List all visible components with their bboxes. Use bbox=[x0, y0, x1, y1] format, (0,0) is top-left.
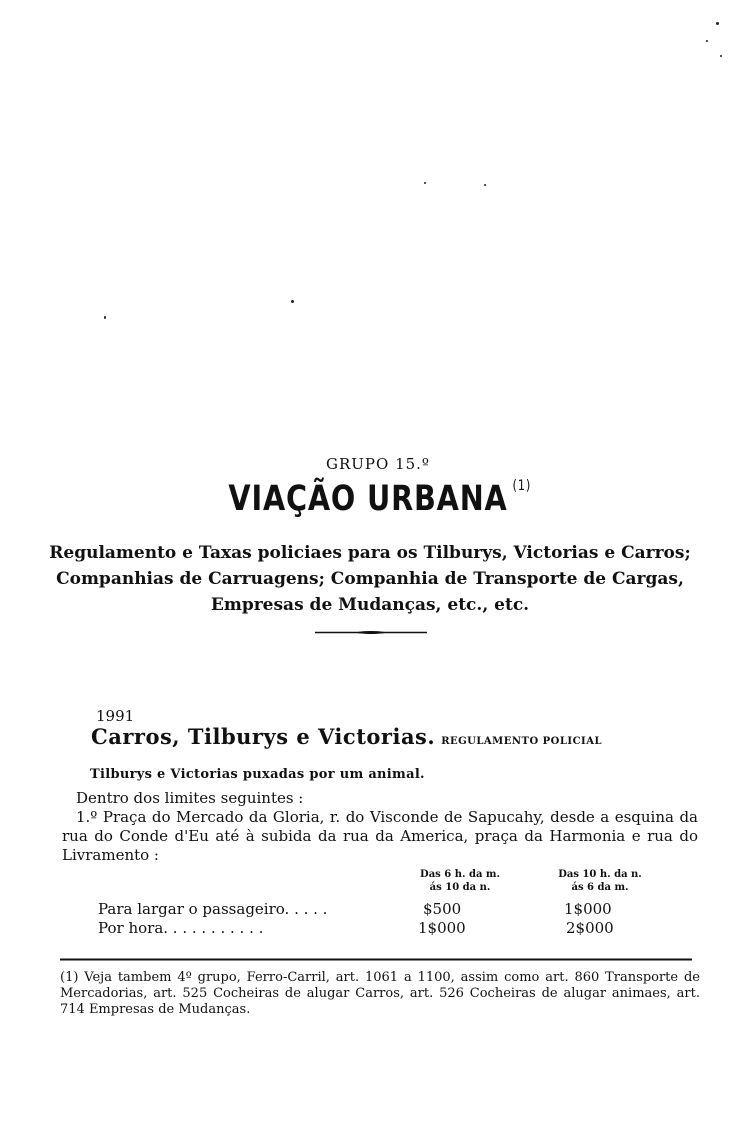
scan-speck bbox=[484, 184, 486, 186]
subtitle bbox=[20, 540, 720, 618]
rate-value-night: 1$000 bbox=[564, 900, 612, 918]
column-header-line: ás 10 da n. bbox=[429, 882, 491, 893]
column-header-line: Das 10 h. da n. bbox=[558, 869, 642, 880]
scan-speck bbox=[706, 40, 708, 42]
page-title-text: VIAÇÃO URBANA bbox=[228, 479, 508, 519]
scan-speck bbox=[291, 300, 294, 303]
rate-value-night: 2$000 bbox=[566, 919, 614, 937]
entry-number: 1991 bbox=[96, 707, 135, 725]
scan-speck bbox=[720, 55, 722, 57]
footnote-divider bbox=[60, 958, 692, 961]
column-header-night bbox=[540, 868, 660, 894]
subheading: Tilburys e Victorias puxadas por um animal. bbox=[90, 767, 425, 782]
rate-value-day: $500 bbox=[423, 900, 462, 918]
ornamental-divider bbox=[315, 631, 427, 634]
section-heading-suffix: REGULAMENTO POLICIAL bbox=[441, 736, 603, 747]
scan-speck bbox=[104, 316, 106, 319]
limits-paragraph: 1.º Praça do Mercado da Gloria, r. do Visconde de Sapucahy, desde a esquina da rua do Conde d'Eu até à subida da rua da America, praça da Harmonia e rua do Livramento : bbox=[62, 808, 698, 864]
intro-text: Dentro dos limites seguintes : bbox=[76, 789, 304, 807]
rate-label: Por hora. . . . . . . . . . . bbox=[98, 919, 264, 937]
title-footnote-marker: (1) bbox=[512, 478, 532, 494]
scan-speck bbox=[424, 182, 426, 184]
scan-speck bbox=[716, 22, 719, 25]
group-label: GRUPO 15.º bbox=[326, 455, 430, 473]
column-header-line: Das 6 h. da m. bbox=[420, 869, 500, 880]
subtitle-line: Regulamento e Taxas policiaes para os Tilburys, Victorias e Carros; bbox=[49, 543, 691, 563]
page-title bbox=[67, 478, 671, 519]
rate-label: Para largar o passageiro. . . . . bbox=[98, 900, 328, 918]
footnote: (1) Veja tambem 4º grupo, Ferro-Carril, art. 1061 a 1100, assim como art. 860 Transporte de Mercadorias, art. 525 Cocheiras de alugar Carros, art. 526 Cocheiras de alugar animaes, art. 714 Empresas de Mudanças. bbox=[60, 970, 700, 1017]
column-header-day bbox=[400, 868, 520, 894]
subtitle-line: Companhias de Carruagens; Companhia de Transporte de Cargas, bbox=[56, 569, 684, 589]
section-heading bbox=[91, 724, 602, 749]
subtitle-line: Empresas de Mudanças, etc., etc. bbox=[210, 595, 530, 615]
section-heading-title: Carros, Tilburys e Victorias. bbox=[91, 724, 436, 749]
column-header-line: ás 6 da m. bbox=[571, 882, 629, 893]
rate-value-day: 1$000 bbox=[418, 919, 466, 937]
